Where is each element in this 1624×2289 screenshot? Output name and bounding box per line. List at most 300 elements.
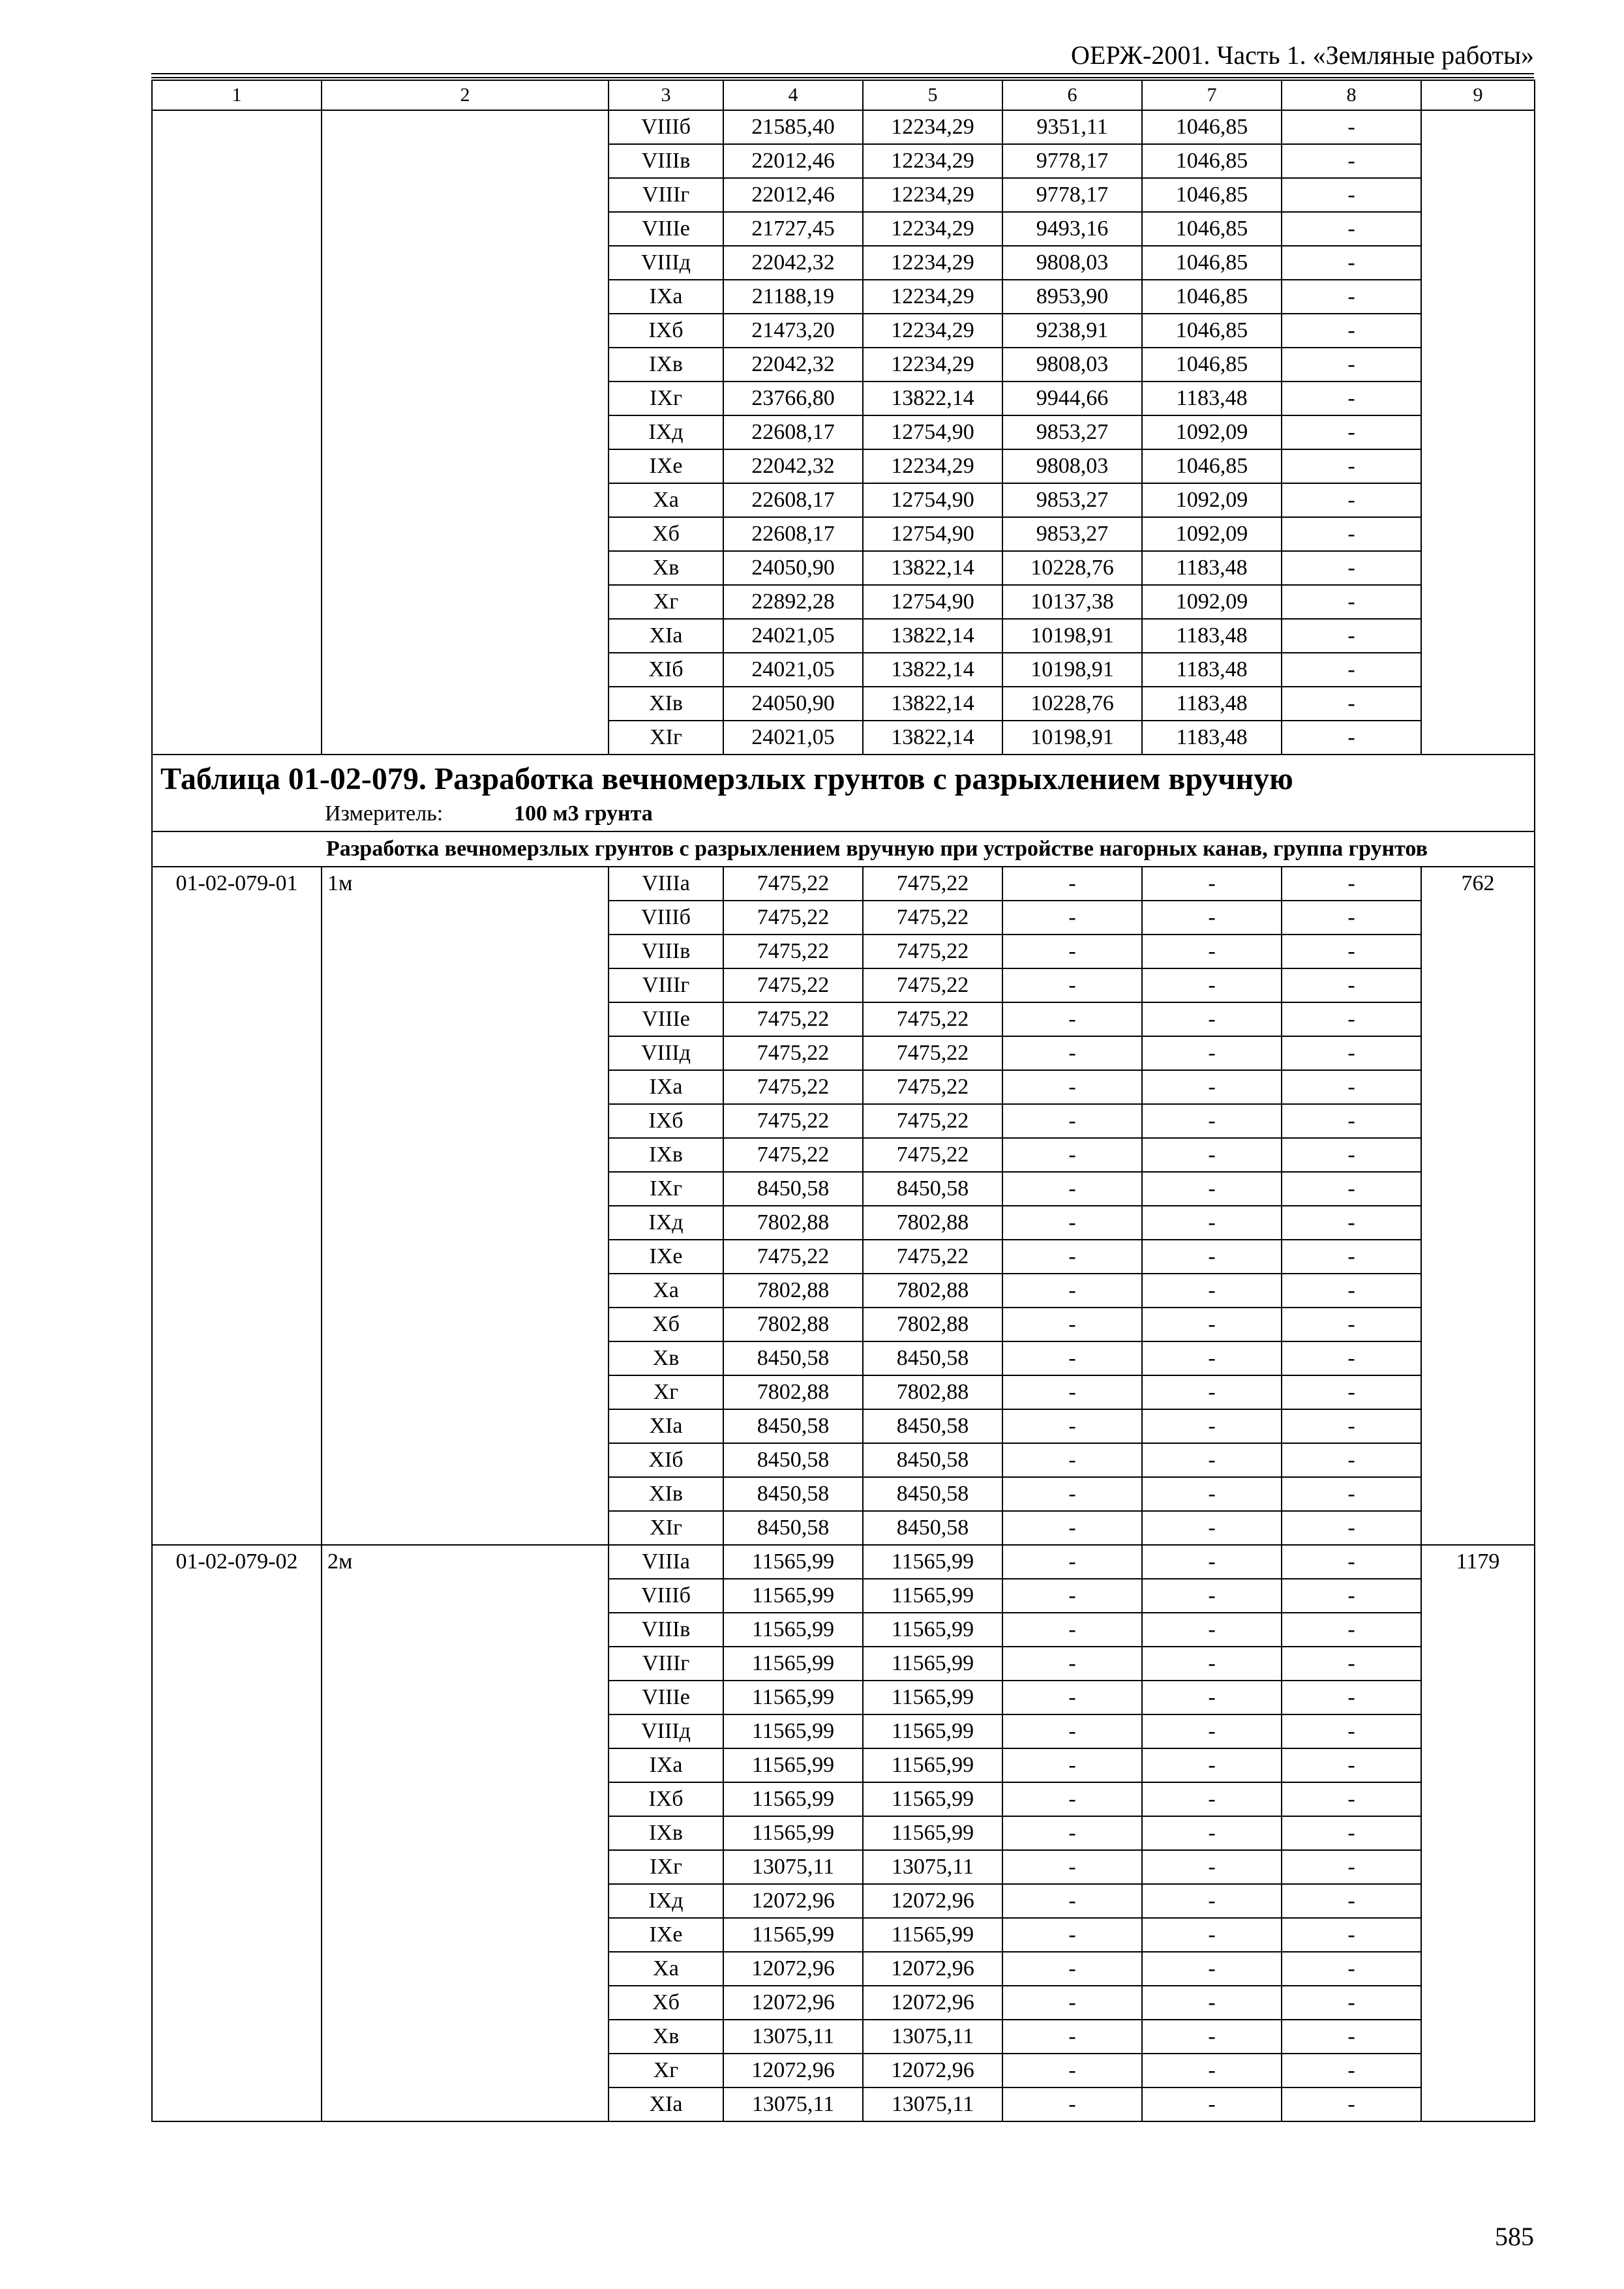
soil-group-cell: Xб [609, 517, 723, 551]
wage-cell: 12072,96 [863, 1884, 1002, 1918]
soil-group-cell: VIIIв [609, 935, 723, 968]
total-cost-cell: 7475,22 [723, 935, 863, 968]
materials-cell: - [1282, 1918, 1421, 1952]
column-number-row [152, 80, 1535, 110]
materials-cell: - [1282, 314, 1421, 348]
total-cost-cell: 11565,99 [723, 1816, 863, 1850]
machine-cost-cell: - [1002, 1647, 1142, 1681]
machine-cost-cell: - [1002, 1714, 1142, 1748]
wage-cell: 13822,14 [863, 653, 1002, 687]
soil-group-cell: IXб [609, 1104, 723, 1138]
machine-cost-cell: - [1002, 1850, 1142, 1884]
machinist-wage-cell: - [1142, 1986, 1282, 2020]
materials-cell: - [1282, 382, 1421, 415]
materials-cell: - [1282, 1172, 1421, 1206]
machine-cost-cell: - [1002, 2054, 1142, 2087]
wage-cell: 13822,14 [863, 382, 1002, 415]
machine-cost-cell: 10198,91 [1002, 721, 1142, 755]
total-cost-cell: 13075,11 [723, 2020, 863, 2054]
machinist-wage-cell: 1046,85 [1142, 212, 1282, 246]
soil-group-cell: IXе [609, 1918, 723, 1952]
materials-cell: - [1282, 1206, 1421, 1240]
header-rule-double [151, 77, 1534, 78]
machinist-wage-cell: - [1142, 2087, 1282, 2121]
machine-cost-cell: - [1002, 1308, 1142, 1341]
materials-cell: - [1282, 1986, 1421, 2020]
materials-cell: - [1282, 348, 1421, 382]
total-cost-cell: 24021,05 [723, 619, 863, 653]
wage-cell: 7475,22 [863, 935, 1002, 968]
materials-cell: - [1282, 246, 1421, 280]
measure-unit: 100 м3 грунта [514, 801, 653, 826]
wage-cell: 7475,22 [863, 867, 1002, 901]
total-cost-cell: 22042,32 [723, 348, 863, 382]
soil-group-cell: VIIIе [609, 1681, 723, 1714]
code-cell [152, 110, 322, 755]
machine-cost-cell: - [1002, 901, 1142, 935]
machine-cost-cell: - [1002, 1443, 1142, 1477]
wage-cell: 11565,99 [863, 1613, 1002, 1647]
wage-cell: 11565,99 [863, 1647, 1002, 1681]
materials-cell: - [1282, 1613, 1421, 1647]
total-cost-cell: 24021,05 [723, 721, 863, 755]
total-cost-cell: 13075,11 [723, 1850, 863, 1884]
machine-cost-cell: 9808,03 [1002, 449, 1142, 483]
total-cost-cell: 7802,88 [723, 1375, 863, 1409]
total-cost-cell: 24050,90 [723, 687, 863, 721]
machinist-wage-cell: 1046,85 [1142, 348, 1282, 382]
soil-group-cell: XIг [609, 721, 723, 755]
materials-cell: - [1282, 280, 1421, 314]
soil-group-cell: VIIIг [609, 178, 723, 212]
soil-group-cell: Xг [609, 1375, 723, 1409]
materials-cell: - [1282, 1477, 1421, 1511]
soil-group-cell: VIIIа [609, 867, 723, 901]
soil-group-cell: VIIIд [609, 1036, 723, 1070]
column-number: 9 [1421, 80, 1535, 110]
wage-cell: 11565,99 [863, 1714, 1002, 1748]
machine-cost-cell: - [1002, 1206, 1142, 1240]
machine-cost-cell: - [1002, 1613, 1142, 1647]
machine-cost-cell: - [1002, 1172, 1142, 1206]
machinist-wage-cell: - [1142, 1070, 1282, 1104]
materials-cell: - [1282, 867, 1421, 901]
wage-cell: 11565,99 [863, 1782, 1002, 1816]
materials-cell: - [1282, 1375, 1421, 1409]
machinist-wage-cell: - [1142, 1002, 1282, 1036]
materials-cell: - [1282, 1816, 1421, 1850]
quantity-cell [1421, 110, 1535, 755]
materials-cell: - [1282, 551, 1421, 585]
machinist-wage-cell: 1092,09 [1142, 517, 1282, 551]
table-title: Таблица 01-02-079. Разработка вечномерзлых грунтов с разрыхлением вручную [160, 762, 1293, 796]
table-subtitle-row [152, 831, 1535, 867]
total-cost-cell: 21727,45 [723, 212, 863, 246]
total-cost-cell: 8450,58 [723, 1477, 863, 1511]
total-cost-cell: 11565,99 [723, 1748, 863, 1782]
total-cost-cell: 22608,17 [723, 415, 863, 449]
materials-cell: - [1282, 653, 1421, 687]
wage-cell: 12072,96 [863, 2054, 1002, 2087]
machinist-wage-cell: 1046,85 [1142, 449, 1282, 483]
machine-cost-cell: 9778,17 [1002, 144, 1142, 178]
wage-cell: 11565,99 [863, 1816, 1002, 1850]
machinist-wage-cell: 1183,48 [1142, 551, 1282, 585]
machinist-wage-cell: - [1142, 1172, 1282, 1206]
measure-line [160, 801, 1526, 827]
materials-cell: - [1282, 1647, 1421, 1681]
wage-cell: 12072,96 [863, 1986, 1002, 2020]
header-rule [151, 73, 1534, 74]
wage-cell: 11565,99 [863, 1681, 1002, 1714]
wage-cell: 8450,58 [863, 1341, 1002, 1375]
soil-group-cell: VIIIе [609, 1002, 723, 1036]
soil-group-cell: IXа [609, 1070, 723, 1104]
soil-group-cell: VIIIд [609, 246, 723, 280]
name-cell: 2м [322, 1545, 609, 2121]
soil-group-cell: VIIIг [609, 968, 723, 1002]
wage-cell: 12234,29 [863, 144, 1002, 178]
wage-cell: 12234,29 [863, 212, 1002, 246]
machinist-wage-cell: - [1142, 1782, 1282, 1816]
wage-cell: 12072,96 [863, 1952, 1002, 1986]
machinist-wage-cell: 1092,09 [1142, 483, 1282, 517]
soil-group-cell: XIа [609, 619, 723, 653]
total-cost-cell: 7475,22 [723, 1070, 863, 1104]
total-cost-cell: 8450,58 [723, 1443, 863, 1477]
soil-group-cell: Xв [609, 2020, 723, 2054]
materials-cell: - [1282, 1681, 1421, 1714]
machine-cost-cell: 10198,91 [1002, 653, 1142, 687]
machine-cost-cell: - [1002, 1884, 1142, 1918]
machinist-wage-cell: - [1142, 1036, 1282, 1070]
soil-group-cell: Xб [609, 1308, 723, 1341]
machinist-wage-cell: - [1142, 2054, 1282, 2087]
machine-cost-cell: - [1002, 1341, 1142, 1375]
soil-group-cell: IXв [609, 1816, 723, 1850]
soil-group-cell: Xб [609, 1986, 723, 2020]
total-cost-cell: 8450,58 [723, 1172, 863, 1206]
machine-cost-cell: - [1002, 1409, 1142, 1443]
table-row [152, 867, 1535, 901]
machine-cost-cell: - [1002, 1036, 1142, 1070]
wage-cell: 12234,29 [863, 110, 1002, 144]
wage-cell: 7802,88 [863, 1375, 1002, 1409]
soil-group-cell: IXе [609, 449, 723, 483]
machine-cost-cell: - [1002, 968, 1142, 1002]
machinist-wage-cell: - [1142, 1308, 1282, 1341]
materials-cell: - [1282, 144, 1421, 178]
machine-cost-cell: - [1002, 2020, 1142, 2054]
materials-cell: - [1282, 968, 1421, 1002]
total-cost-cell: 12072,96 [723, 2054, 863, 2087]
total-cost-cell: 22012,46 [723, 144, 863, 178]
soil-group-cell: IXг [609, 1172, 723, 1206]
materials-cell: - [1282, 1138, 1421, 1172]
machine-cost-cell: 9493,16 [1002, 212, 1142, 246]
machinist-wage-cell: 1183,48 [1142, 619, 1282, 653]
wage-cell: 12754,90 [863, 415, 1002, 449]
materials-cell: - [1282, 110, 1421, 144]
wage-cell: 7475,22 [863, 1036, 1002, 1070]
wage-cell: 13075,11 [863, 2020, 1002, 2054]
machine-cost-cell: 8953,90 [1002, 280, 1142, 314]
soil-group-cell: IXе [609, 1240, 723, 1274]
total-cost-cell: 8450,58 [723, 1409, 863, 1443]
machinist-wage-cell: - [1142, 1477, 1282, 1511]
machine-cost-cell: - [1002, 1545, 1142, 1579]
materials-cell: - [1282, 1104, 1421, 1138]
machinist-wage-cell: 1046,85 [1142, 314, 1282, 348]
wage-cell: 7475,22 [863, 1070, 1002, 1104]
materials-cell: - [1282, 178, 1421, 212]
total-cost-cell: 7802,88 [723, 1274, 863, 1308]
machine-cost-cell: - [1002, 1240, 1142, 1274]
total-cost-cell: 7802,88 [723, 1206, 863, 1240]
total-cost-cell: 11565,99 [723, 1782, 863, 1816]
machinist-wage-cell: - [1142, 1375, 1282, 1409]
total-cost-cell: 12072,96 [723, 1884, 863, 1918]
machinist-wage-cell: - [1142, 1341, 1282, 1375]
machine-cost-cell: - [1002, 1104, 1142, 1138]
soil-group-cell: IXа [609, 1748, 723, 1782]
materials-cell: - [1282, 1511, 1421, 1545]
machinist-wage-cell: 1046,85 [1142, 144, 1282, 178]
total-cost-cell: 11565,99 [723, 1918, 863, 1952]
rates-table [151, 80, 1535, 2122]
column-number: 3 [609, 80, 723, 110]
total-cost-cell: 11565,99 [723, 1647, 863, 1681]
wage-cell: 12234,29 [863, 178, 1002, 212]
wage-cell: 7475,22 [863, 968, 1002, 1002]
machinist-wage-cell: - [1142, 1138, 1282, 1172]
soil-group-cell: IXв [609, 348, 723, 382]
total-cost-cell: 22012,46 [723, 178, 863, 212]
machine-cost-cell: - [1002, 1952, 1142, 1986]
materials-cell: - [1282, 1409, 1421, 1443]
soil-group-cell: Xг [609, 585, 723, 619]
soil-group-cell: IXб [609, 314, 723, 348]
soil-group-cell: Xв [609, 1341, 723, 1375]
machinist-wage-cell: 1046,85 [1142, 110, 1282, 144]
machine-cost-cell: 9808,03 [1002, 246, 1142, 280]
wage-cell: 13075,11 [863, 2087, 1002, 2121]
materials-cell: - [1282, 619, 1421, 653]
total-cost-cell: 24021,05 [723, 653, 863, 687]
soil-group-cell: VIIIг [609, 1647, 723, 1681]
soil-group-cell: XIб [609, 1443, 723, 1477]
machinist-wage-cell: - [1142, 1884, 1282, 1918]
wage-cell: 8450,58 [863, 1443, 1002, 1477]
machine-cost-cell: - [1002, 1511, 1142, 1545]
wage-cell: 11565,99 [863, 1918, 1002, 1952]
table-title-row [152, 755, 1535, 831]
materials-cell: - [1282, 2054, 1421, 2087]
machinist-wage-cell: 1183,48 [1142, 382, 1282, 415]
machinist-wage-cell: 1046,85 [1142, 246, 1282, 280]
wage-cell: 12754,90 [863, 517, 1002, 551]
wage-cell: 7802,88 [863, 1308, 1002, 1341]
machine-cost-cell: - [1002, 935, 1142, 968]
machine-cost-cell: - [1002, 1748, 1142, 1782]
machinist-wage-cell: - [1142, 1918, 1282, 1952]
soil-group-cell: XIв [609, 1477, 723, 1511]
machinist-wage-cell: 1183,48 [1142, 687, 1282, 721]
soil-group-cell: VIIIд [609, 1714, 723, 1748]
total-cost-cell: 13075,11 [723, 2087, 863, 2121]
total-cost-cell: 8450,58 [723, 1341, 863, 1375]
machinist-wage-cell: - [1142, 2020, 1282, 2054]
soil-group-cell: IXд [609, 415, 723, 449]
table-title-block [152, 755, 1535, 831]
total-cost-cell: 12072,96 [723, 1986, 863, 2020]
wage-cell: 12234,29 [863, 314, 1002, 348]
machinist-wage-cell: 1046,85 [1142, 280, 1282, 314]
soil-group-cell: VIIIб [609, 901, 723, 935]
materials-cell: - [1282, 935, 1421, 968]
machine-cost-cell: - [1002, 1477, 1142, 1511]
materials-cell: - [1282, 1341, 1421, 1375]
machinist-wage-cell: - [1142, 1206, 1282, 1240]
wage-cell: 7802,88 [863, 1206, 1002, 1240]
machinist-wage-cell: - [1142, 1240, 1282, 1274]
materials-cell: - [1282, 2087, 1421, 2121]
machinist-wage-cell: - [1142, 1545, 1282, 1579]
wage-cell: 11565,99 [863, 1579, 1002, 1613]
machinist-wage-cell: - [1142, 1579, 1282, 1613]
wage-cell: 7475,22 [863, 1138, 1002, 1172]
wage-cell: 12234,29 [863, 348, 1002, 382]
soil-group-cell: IXв [609, 1138, 723, 1172]
machinist-wage-cell: - [1142, 1647, 1282, 1681]
soil-group-cell: XIв [609, 687, 723, 721]
materials-cell: - [1282, 415, 1421, 449]
total-cost-cell: 21188,19 [723, 280, 863, 314]
machinist-wage-cell: - [1142, 1850, 1282, 1884]
wage-cell: 11565,99 [863, 1748, 1002, 1782]
total-cost-cell: 7475,22 [723, 1036, 863, 1070]
column-number: 5 [863, 80, 1002, 110]
machinist-wage-cell: - [1142, 1274, 1282, 1308]
wage-cell: 13822,14 [863, 619, 1002, 653]
wage-cell: 12754,90 [863, 483, 1002, 517]
machinist-wage-cell: - [1142, 1681, 1282, 1714]
soil-group-cell: IXа [609, 280, 723, 314]
machinist-wage-cell: 1092,09 [1142, 415, 1282, 449]
wage-cell: 11565,99 [863, 1545, 1002, 1579]
code-cell: 01-02-079-02 [152, 1545, 322, 2121]
soil-group-cell: XIг [609, 1511, 723, 1545]
total-cost-cell: 11565,99 [723, 1579, 863, 1613]
machinist-wage-cell: - [1142, 1443, 1282, 1477]
materials-cell: - [1282, 1443, 1421, 1477]
wage-cell: 12234,29 [863, 449, 1002, 483]
total-cost-cell: 12072,96 [723, 1952, 863, 1986]
machinist-wage-cell: - [1142, 1613, 1282, 1647]
machine-cost-cell: - [1002, 1681, 1142, 1714]
machine-cost-cell: - [1002, 1918, 1142, 1952]
materials-cell: - [1282, 1748, 1421, 1782]
total-cost-cell: 7802,88 [723, 1308, 863, 1341]
machinist-wage-cell: - [1142, 968, 1282, 1002]
materials-cell: - [1282, 1884, 1421, 1918]
machinist-wage-cell: - [1142, 1952, 1282, 1986]
total-cost-cell: 22892,28 [723, 585, 863, 619]
materials-cell: - [1282, 449, 1421, 483]
soil-group-cell: IXб [609, 1782, 723, 1816]
machine-cost-cell: - [1002, 2087, 1142, 2121]
wage-cell: 7475,22 [863, 1240, 1002, 1274]
table-row [152, 110, 1535, 144]
machine-cost-cell: - [1002, 1375, 1142, 1409]
total-cost-cell: 7475,22 [723, 968, 863, 1002]
soil-group-cell: Xг [609, 2054, 723, 2087]
materials-cell: - [1282, 1274, 1421, 1308]
machinist-wage-cell: - [1142, 1748, 1282, 1782]
machinist-wage-cell: - [1142, 1511, 1282, 1545]
total-cost-cell: 22608,17 [723, 517, 863, 551]
table-subtitle: Разработка вечномерзлых грунтов с разрыхлением вручную при устройстве нагорных канав, группа грунтов [152, 831, 1535, 867]
machine-cost-cell: - [1002, 1816, 1142, 1850]
wage-cell: 8450,58 [863, 1409, 1002, 1443]
machinist-wage-cell: - [1142, 1816, 1282, 1850]
column-number: 2 [322, 80, 609, 110]
total-cost-cell: 23766,80 [723, 382, 863, 415]
total-cost-cell: 7475,22 [723, 1104, 863, 1138]
machine-cost-cell: 9778,17 [1002, 178, 1142, 212]
machine-cost-cell: - [1002, 1274, 1142, 1308]
wage-cell: 7475,22 [863, 901, 1002, 935]
machine-cost-cell: - [1002, 1138, 1142, 1172]
wage-cell: 12234,29 [863, 246, 1002, 280]
machine-cost-cell: 9944,66 [1002, 382, 1142, 415]
soil-group-cell: VIIIе [609, 212, 723, 246]
total-cost-cell: 21585,40 [723, 110, 863, 144]
materials-cell: - [1282, 2020, 1421, 2054]
machinist-wage-cell: - [1142, 1104, 1282, 1138]
machine-cost-cell: 9853,27 [1002, 483, 1142, 517]
name-cell: 1м [322, 867, 609, 1545]
materials-cell: - [1282, 1714, 1421, 1748]
machine-cost-cell: 10228,76 [1002, 687, 1142, 721]
total-cost-cell: 24050,90 [723, 551, 863, 585]
soil-group-cell: Xа [609, 483, 723, 517]
total-cost-cell: 11565,99 [723, 1545, 863, 1579]
machinist-wage-cell: 1092,09 [1142, 585, 1282, 619]
soil-group-cell: VIIIб [609, 1579, 723, 1613]
quantity-cell: 762 [1421, 867, 1535, 1545]
materials-cell: - [1282, 1579, 1421, 1613]
soil-group-cell: VIIIв [609, 1613, 723, 1647]
wage-cell: 8450,58 [863, 1172, 1002, 1206]
total-cost-cell: 11565,99 [723, 1714, 863, 1748]
machine-cost-cell: 10137,38 [1002, 585, 1142, 619]
materials-cell: - [1282, 1070, 1421, 1104]
soil-group-cell: IXд [609, 1884, 723, 1918]
materials-cell: - [1282, 212, 1421, 246]
soil-group-cell: Xа [609, 1952, 723, 1986]
total-cost-cell: 22608,17 [723, 483, 863, 517]
soil-group-cell: VIIIв [609, 144, 723, 178]
machinist-wage-cell: - [1142, 1409, 1282, 1443]
machinist-wage-cell: - [1142, 901, 1282, 935]
machinist-wage-cell: - [1142, 935, 1282, 968]
wage-cell: 8450,58 [863, 1511, 1002, 1545]
materials-cell: - [1282, 687, 1421, 721]
materials-cell: - [1282, 483, 1421, 517]
soil-group-cell: XIб [609, 653, 723, 687]
total-cost-cell: 11565,99 [723, 1681, 863, 1714]
